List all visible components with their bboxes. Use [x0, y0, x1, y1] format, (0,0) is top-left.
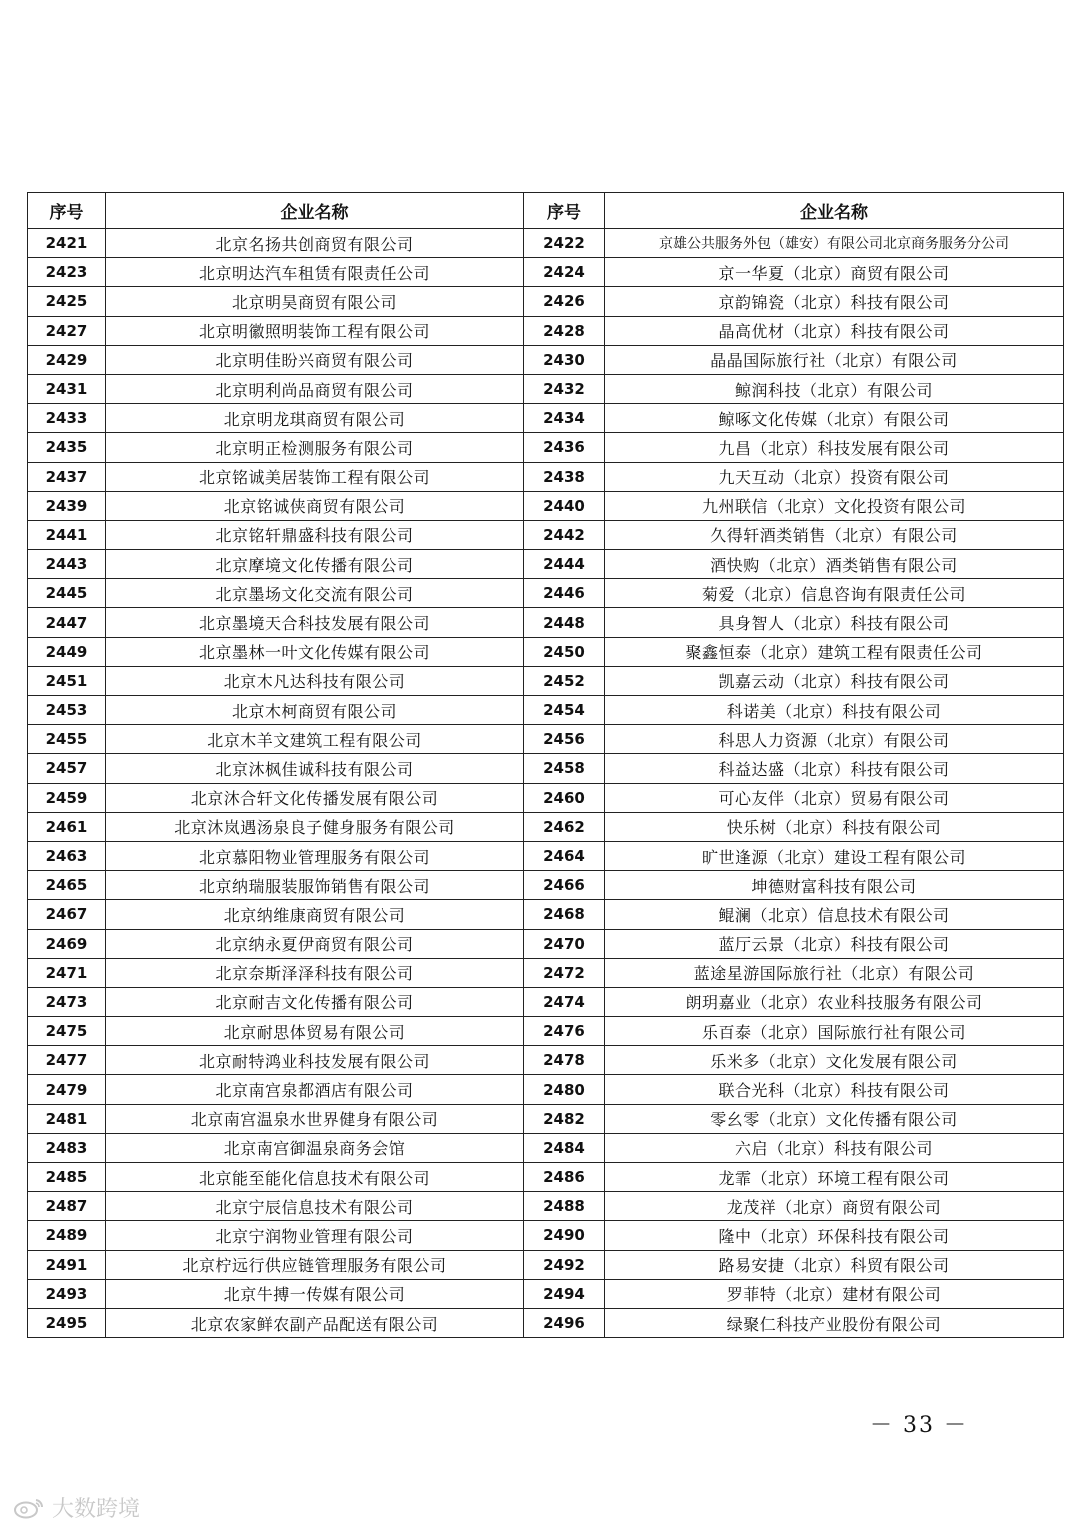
table-row [28, 608, 1064, 637]
cell-company-left: 北京宁润物业管理有限公司 [106, 1221, 524, 1250]
cell-company-left: 北京明徽照明装饰工程有限公司 [106, 316, 524, 345]
cell-seq-right: 2454 [524, 696, 605, 725]
cell-seq-right: 2488 [524, 1192, 605, 1221]
table-row [28, 1250, 1064, 1279]
cell-company-right: 联合光科（北京）科技有限公司 [605, 1075, 1064, 1104]
cell-company-right: 蓝途星游国际旅行社（北京）有限公司 [605, 958, 1064, 987]
cell-seq-left: 2463 [28, 841, 106, 870]
table-row [28, 316, 1064, 345]
header-seq-left: 序号 [28, 193, 106, 229]
cell-company-left: 北京墨场文化交流有限公司 [106, 579, 524, 608]
cell-company-left: 北京明正检测服务有限公司 [106, 433, 524, 462]
table-row [28, 374, 1064, 403]
cell-seq-right: 2468 [524, 900, 605, 929]
cell-company-right: 晶晶国际旅行社（北京）有限公司 [605, 345, 1064, 374]
cell-seq-left: 2461 [28, 812, 106, 841]
cell-seq-left: 2491 [28, 1250, 106, 1279]
cell-company-right: 具身智人（北京）科技有限公司 [605, 608, 1064, 637]
cell-company-right: 京韵锦瓷（北京）科技有限公司 [605, 287, 1064, 316]
cell-seq-right: 2448 [524, 608, 605, 637]
cell-company-right: 鲲澜（北京）信息技术有限公司 [605, 900, 1064, 929]
table-row [28, 1192, 1064, 1221]
cell-company-right: 晶高优材（北京）科技有限公司 [605, 316, 1064, 345]
cell-company-left: 北京沐枫佳诚科技有限公司 [106, 754, 524, 783]
cell-seq-right: 2430 [524, 345, 605, 374]
cell-company-left: 北京明佳盼兴商贸有限公司 [106, 345, 524, 374]
cell-company-right: 聚鑫恒泰（北京）建筑工程有限责任公司 [605, 637, 1064, 666]
cell-company-left: 北京木凡达科技有限公司 [106, 666, 524, 695]
cell-seq-left: 2493 [28, 1279, 106, 1308]
cell-seq-right: 2496 [524, 1308, 605, 1337]
cell-company-left: 北京铭诚侠商贸有限公司 [106, 491, 524, 520]
table-row [28, 958, 1064, 987]
company-table [27, 192, 1064, 1338]
table-row [28, 1308, 1064, 1337]
cell-company-right: 鲸啄文化传媒（北京）有限公司 [605, 404, 1064, 433]
cell-seq-right: 2464 [524, 841, 605, 870]
cell-company-right: 科诺美（北京）科技有限公司 [605, 696, 1064, 725]
table-row [28, 287, 1064, 316]
table-row [28, 841, 1064, 870]
cell-company-left: 北京明利尚品商贸有限公司 [106, 374, 524, 403]
header-seq-right: 序号 [524, 193, 605, 229]
watermark-text: 大数跨境 [52, 1497, 141, 1522]
table-row [28, 987, 1064, 1016]
cell-company-right: 龙茂祥（北京）商贸有限公司 [605, 1192, 1064, 1221]
table-row [28, 1163, 1064, 1192]
table-row [28, 462, 1064, 491]
cell-seq-left: 2487 [28, 1192, 106, 1221]
table-row [28, 433, 1064, 462]
cell-seq-left: 2451 [28, 666, 106, 695]
cell-company-left: 北京明达汽车租赁有限责任公司 [106, 258, 524, 287]
cell-company-left: 北京宁辰信息技术有限公司 [106, 1192, 524, 1221]
table-row [28, 550, 1064, 579]
cell-seq-right: 2456 [524, 725, 605, 754]
table-row [28, 345, 1064, 374]
cell-seq-right: 2486 [524, 1163, 605, 1192]
cell-seq-right: 2460 [524, 783, 605, 812]
cell-seq-left: 2445 [28, 579, 106, 608]
table-row [28, 812, 1064, 841]
cell-seq-right: 2426 [524, 287, 605, 316]
cell-company-right: 隆中（北京）环保科技有限公司 [605, 1221, 1064, 1250]
cell-seq-left: 2457 [28, 754, 106, 783]
cell-company-left: 北京铭诚美居装饰工程有限公司 [106, 462, 524, 491]
table-row [28, 1017, 1064, 1046]
cell-seq-right: 2450 [524, 637, 605, 666]
cell-seq-right: 2428 [524, 316, 605, 345]
cell-seq-left: 2421 [28, 229, 106, 258]
cell-seq-left: 2431 [28, 374, 106, 403]
header-company-left: 企业名称 [106, 193, 524, 229]
cell-company-right: 可心友伴（北京）贸易有限公司 [605, 783, 1064, 812]
cell-seq-left: 2427 [28, 316, 106, 345]
cell-seq-left: 2479 [28, 1075, 106, 1104]
cell-company-left: 北京木柯商贸有限公司 [106, 696, 524, 725]
cell-company-left: 北京木羊文建筑工程有限公司 [106, 725, 524, 754]
cell-company-left: 北京农家鲜农副产品配送有限公司 [106, 1308, 524, 1337]
cell-company-right: 乐百泰（北京）国际旅行社有限公司 [605, 1017, 1064, 1046]
cell-seq-right: 2458 [524, 754, 605, 783]
table-row [28, 666, 1064, 695]
table-row [28, 1104, 1064, 1133]
cell-company-left: 北京南宫泉都酒店有限公司 [106, 1075, 524, 1104]
header-company-right: 企业名称 [605, 193, 1064, 229]
cell-company-left: 北京慕阳物业管理服务有限公司 [106, 841, 524, 870]
cell-seq-left: 2465 [28, 871, 106, 900]
cell-company-left: 北京奈斯泽泽科技有限公司 [106, 958, 524, 987]
cell-company-right: 久得轩酒类销售（北京）有限公司 [605, 520, 1064, 549]
cell-seq-left: 2481 [28, 1104, 106, 1133]
cell-seq-left: 2455 [28, 725, 106, 754]
cell-seq-right: 2444 [524, 550, 605, 579]
cell-seq-left: 2447 [28, 608, 106, 637]
cell-seq-right: 2434 [524, 404, 605, 433]
cell-company-right: 龙霏（北京）环境工程有限公司 [605, 1163, 1064, 1192]
cell-seq-left: 2437 [28, 462, 106, 491]
cell-seq-left: 2471 [28, 958, 106, 987]
cell-seq-left: 2441 [28, 520, 106, 549]
cell-company-right: 科思人力资源（北京）有限公司 [605, 725, 1064, 754]
cell-seq-right: 2436 [524, 433, 605, 462]
cell-company-right: 京雄公共服务外包（雄安）有限公司北京商务服务分公司 [605, 229, 1064, 258]
cell-company-left: 北京纳瑞服装服饰销售有限公司 [106, 871, 524, 900]
cell-company-right: 酒快购（北京）酒类销售有限公司 [605, 550, 1064, 579]
cell-company-right: 绿聚仁科技产业股份有限公司 [605, 1308, 1064, 1337]
table-row [28, 871, 1064, 900]
cell-company-left: 北京南宫温泉水世界健身有限公司 [106, 1104, 524, 1133]
cell-company-left: 北京能至能化信息技术有限公司 [106, 1163, 524, 1192]
cell-seq-right: 2440 [524, 491, 605, 520]
cell-seq-left: 2439 [28, 491, 106, 520]
table-row [28, 1279, 1064, 1308]
cell-company-left: 北京墨境天合科技发展有限公司 [106, 608, 524, 637]
cell-seq-left: 2443 [28, 550, 106, 579]
page-number: － 33 － [870, 1413, 968, 1438]
table-row [28, 900, 1064, 929]
cell-company-right: 罗菲特（北京）建材有限公司 [605, 1279, 1064, 1308]
cell-company-right: 旷世逢源（北京）建设工程有限公司 [605, 841, 1064, 870]
cell-company-right: 六启（北京）科技有限公司 [605, 1133, 1064, 1162]
cell-company-left: 北京沐合轩文化传播发展有限公司 [106, 783, 524, 812]
cell-seq-right: 2438 [524, 462, 605, 491]
cell-company-left: 北京耐特鸿业科技发展有限公司 [106, 1046, 524, 1075]
cell-seq-right: 2478 [524, 1046, 605, 1075]
cell-seq-left: 2485 [28, 1163, 106, 1192]
table-row [28, 1221, 1064, 1250]
cell-seq-right: 2470 [524, 929, 605, 958]
cell-company-right: 鲸润科技（北京）有限公司 [605, 374, 1064, 403]
cell-company-right: 坤德财富科技有限公司 [605, 871, 1064, 900]
cell-company-right: 凯嘉云动（北京）科技有限公司 [605, 666, 1064, 695]
cell-seq-right: 2432 [524, 374, 605, 403]
cell-seq-right: 2452 [524, 666, 605, 695]
cell-seq-left: 2483 [28, 1133, 106, 1162]
table-row [28, 1075, 1064, 1104]
cell-company-right: 蓝厅云景（北京）科技有限公司 [605, 929, 1064, 958]
cell-company-right: 路易安捷（北京）科贸有限公司 [605, 1250, 1064, 1279]
table-row [28, 637, 1064, 666]
cell-seq-left: 2429 [28, 345, 106, 374]
table-row [28, 783, 1064, 812]
weibo-logo-icon [12, 1497, 46, 1519]
table-row [28, 1133, 1064, 1162]
cell-seq-left: 2425 [28, 287, 106, 316]
table-row [28, 579, 1064, 608]
cell-seq-left: 2469 [28, 929, 106, 958]
cell-company-left: 北京名扬共创商贸有限公司 [106, 229, 524, 258]
table-row [28, 229, 1064, 258]
cell-seq-left: 2433 [28, 404, 106, 433]
cell-company-left: 北京摩境文化传播有限公司 [106, 550, 524, 579]
cell-company-right: 朗玥嘉业（北京）农业科技服务有限公司 [605, 987, 1064, 1016]
cell-company-left: 北京耐吉文化传播有限公司 [106, 987, 524, 1016]
cell-seq-left: 2467 [28, 900, 106, 929]
cell-company-left: 北京南宫御温泉商务会馆 [106, 1133, 524, 1162]
cell-seq-left: 2475 [28, 1017, 106, 1046]
cell-seq-right: 2462 [524, 812, 605, 841]
cell-company-right: 菊爱（北京）信息咨询有限责任公司 [605, 579, 1064, 608]
cell-company-left: 北京明龙琪商贸有限公司 [106, 404, 524, 433]
cell-seq-right: 2466 [524, 871, 605, 900]
cell-company-right: 快乐树（北京）科技有限公司 [605, 812, 1064, 841]
cell-company-right: 乐米多（北京）文化发展有限公司 [605, 1046, 1064, 1075]
table-row [28, 404, 1064, 433]
table-row [28, 696, 1064, 725]
cell-company-right: 九州联信（北京）文化投资有限公司 [605, 491, 1064, 520]
table-row [28, 520, 1064, 549]
cell-company-right: 九昌（北京）科技发展有限公司 [605, 433, 1064, 462]
cell-seq-right: 2422 [524, 229, 605, 258]
cell-seq-right: 2490 [524, 1221, 605, 1250]
cell-company-left: 北京铭轩鼎盛科技有限公司 [106, 520, 524, 549]
cell-company-right: 九天互动（北京）投资有限公司 [605, 462, 1064, 491]
cell-seq-right: 2482 [524, 1104, 605, 1133]
table-row [28, 754, 1064, 783]
cell-company-left: 北京沐岚遇汤泉良子健身服务有限公司 [106, 812, 524, 841]
cell-seq-right: 2442 [524, 520, 605, 549]
watermark [12, 1492, 140, 1523]
cell-seq-right: 2494 [524, 1279, 605, 1308]
cell-seq-left: 2477 [28, 1046, 106, 1075]
table-row [28, 725, 1064, 754]
cell-company-right: 零幺零（北京）文化传播有限公司 [605, 1104, 1064, 1133]
cell-seq-right: 2472 [524, 958, 605, 987]
cell-seq-left: 2473 [28, 987, 106, 1016]
cell-seq-left: 2449 [28, 637, 106, 666]
cell-seq-right: 2476 [524, 1017, 605, 1046]
cell-company-right: 京一华夏（北京）商贸有限公司 [605, 258, 1064, 287]
table-header-row [28, 193, 1064, 229]
table-row [28, 491, 1064, 520]
table-row [28, 258, 1064, 287]
cell-seq-left: 2489 [28, 1221, 106, 1250]
cell-seq-right: 2474 [524, 987, 605, 1016]
cell-company-left: 北京墨林一叶文化传媒有限公司 [106, 637, 524, 666]
cell-company-left: 北京纳永夏伊商贸有限公司 [106, 929, 524, 958]
cell-seq-right: 2446 [524, 579, 605, 608]
cell-seq-left: 2435 [28, 433, 106, 462]
cell-company-left: 北京耐思体贸易有限公司 [106, 1017, 524, 1046]
cell-seq-left: 2459 [28, 783, 106, 812]
cell-company-left: 北京牛搏一传媒有限公司 [106, 1279, 524, 1308]
cell-company-left: 北京纳维康商贸有限公司 [106, 900, 524, 929]
cell-seq-left: 2495 [28, 1308, 106, 1337]
cell-seq-right: 2424 [524, 258, 605, 287]
cell-seq-right: 2484 [524, 1133, 605, 1162]
cell-seq-left: 2423 [28, 258, 106, 287]
cell-company-right: 科益达盛（北京）科技有限公司 [605, 754, 1064, 783]
cell-seq-right: 2492 [524, 1250, 605, 1279]
table-row [28, 929, 1064, 958]
cell-seq-left: 2453 [28, 696, 106, 725]
cell-company-left: 北京明昊商贸有限公司 [106, 287, 524, 316]
table-row [28, 1046, 1064, 1075]
cell-company-left: 北京柠远行供应链管理服务有限公司 [106, 1250, 524, 1279]
cell-seq-right: 2480 [524, 1075, 605, 1104]
